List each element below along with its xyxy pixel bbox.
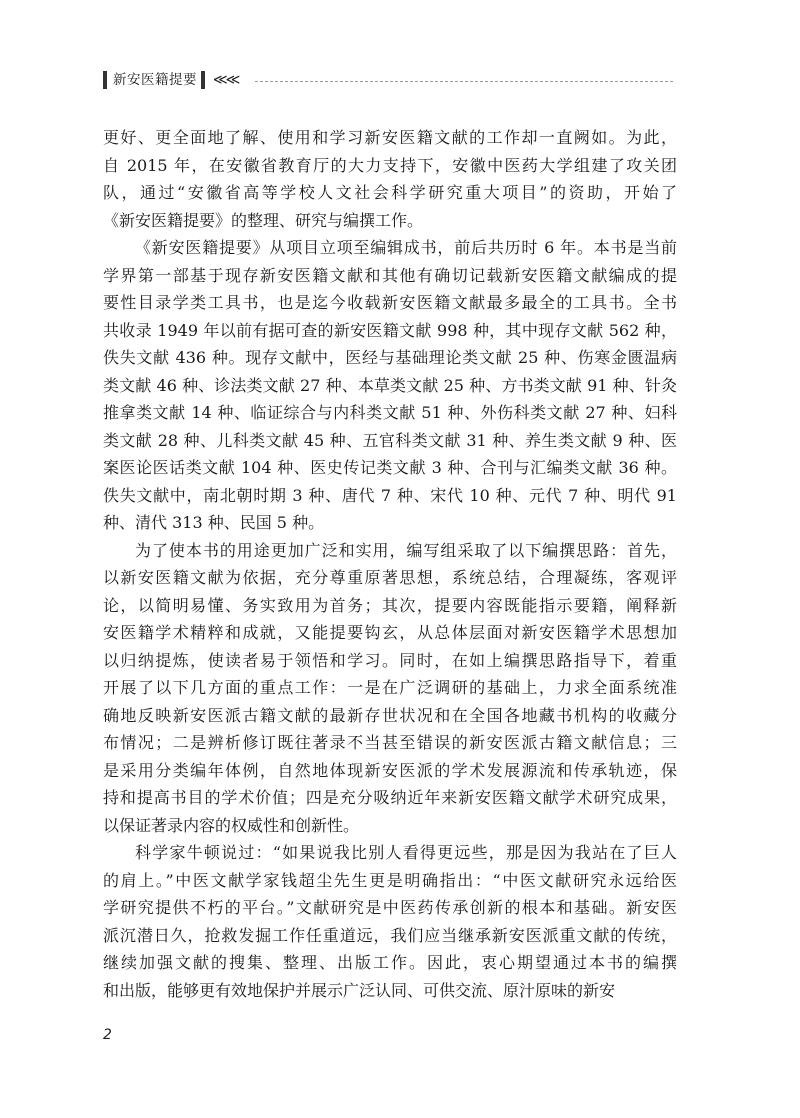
text-line: 种、清代 313 种、民国 5 种。 [103,513,325,532]
header-left-bar [103,71,107,89]
text-line: 类文献 46 种、诊法类文献 27 种、本草类文献 25 种、方书类文献 91 种、针灸 [103,375,677,395]
text-line: 开展了以下几方面的重点工作：一是在广泛调研的基础上，力求全面系统准 [103,678,677,697]
text-line: 队，通过“安徽省高等学校人文社会科学研究重大项目”的资助，开始了 [103,183,677,202]
paragraph [103,234,677,537]
text-line: 派沉潜日久，抢救发掘工作任重道远，我们应当继承新安医派重文献的传统， [103,925,677,945]
text-line: 科学家牛顿说过：“如果说我比别人看得更远些，那是因为我站在了巨人 [135,843,677,862]
header-chevrons: ≪≪ [213,72,239,88]
text-line: 佚失文献 436 种。现存文献中，医经与基础理论类文献 25 种、伤寒金匮温病 [103,348,677,367]
header-title: 新安医籍提要 [113,72,197,88]
text-line: 的肩上。”中医文献学家钱超尘先生更是明确指出：“中医文献研究永远给医 [103,870,677,890]
text-line: 共收录 1949 年以前有据可查的新安医籍文献 998 种，其中现存文献 562 种， [103,320,677,340]
text-line: 论，以简明易懂、务实致用为首务；其次，提要内容既能指示要籍，阐释新 [103,595,677,615]
paragraph [103,124,677,234]
text-line: 安医籍学术精粹和成就，又能提要钩玄，从总体层面对新安医籍学术思想加 [103,623,677,642]
text-line: 以保证著录内容的权威性和创新性。 [103,815,360,835]
paragraph [103,839,677,1004]
header-separator-bar [201,71,205,89]
text-line: 持和提高书目的学术价值；四是充分吸纳近年来新安医籍文献学术研究成果， [103,788,677,807]
page-number: 2 [103,1027,112,1043]
running-header [103,70,673,90]
text-line: 推拿类文献 14 种、临证综合与内科类文献 51 种、外伤科类文献 27 种、妇科 [103,403,677,422]
body-text [103,124,677,1004]
text-line: 要性目录学类工具书，也是迄今收载新安医籍文献最多最全的工具书。全书 [103,293,677,312]
text-line: 以归纳提炼，使读者易于领悟和学习。同时，在如上编撰思路指导下，着重 [103,650,677,670]
header-dashed-rule [255,81,673,82]
text-line: 确地反映新安医派古籍文献的最新存世状况和在全国各地藏书机构的收藏分 [103,705,677,725]
text-line: 案医论医话类文献 104 种、医史传记类文献 3 种、合刊与汇编类文献 36 种。 [103,458,677,477]
text-line: 佚失文献中，南北朝时期 3 种、唐代 7 种、宋代 10 种、元代 7 种、明代 91 [103,485,677,505]
text-line: 《新安医籍提要》的整理、研究与编撰工作。 [103,210,424,230]
text-line: 布情况；二是辨析修订既往著录不当甚至错误的新安医派古籍文献信息；三 [103,733,677,752]
paragraph [103,537,677,840]
text-line: 是采用分类编年体例，自然地体现新安医派的学术发展源流和传承轨迹，保 [103,760,677,780]
text-line: 类文献 28 种、儿科类文献 45 种、五官科类文献 31 种、养生类文献 9 种、医 [103,430,677,450]
text-line: 以新安医籍文献为依据，充分尊重原著思想，系统总结，合理凝练，客观评 [103,568,677,587]
text-line: 学研究提供不朽的平台。”文献研究是中医药传承创新的根本和基础。新安医 [103,898,677,917]
text-line: 《新安医籍提要》从项目立项至编辑成书，前后共历时 6 年。本书是当前 [135,238,677,257]
text-line: 继续加强文献的搜集、整理、出版工作。因此，衷心期望通过本书的编撰 [103,953,677,972]
text-line: 为了使本书的用途更加广泛和实用，编写组采取了以下编撰思路：首先， [135,540,677,560]
text-line: 学界第一部基于现存新安医籍文献和其他有确切记载新安医籍文献编成的提 [103,265,677,285]
text-line: 自 2015 年，在安徽省教育厅的大力支持下，安徽中医药大学组建了攻关团 [103,155,677,175]
text-line: 和出版，能够更有效地保护并展示广泛认同、可供交流、原汁原味的新安 [103,980,616,1000]
text-line: 更好、更全面地了解、使用和学习新安医籍文献的工作却一直阙如。为此， [103,128,677,147]
